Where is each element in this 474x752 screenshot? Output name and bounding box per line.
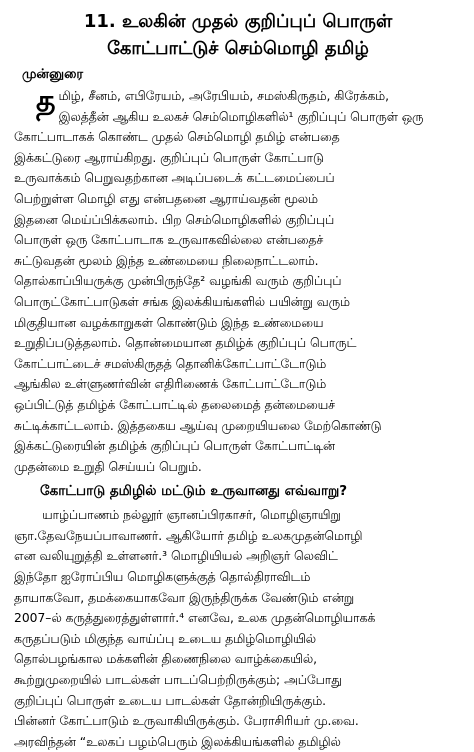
paragraph-line: பொருட்கோட்பாடுகள் சங்க இலக்கியங்களில் பயின்று வரும் <box>14 294 350 309</box>
paragraph-line: உறுதிப்படுத்தலாம். தொன்மையான தமிழ்க் குறிப்புப் பொருட் <box>14 336 357 351</box>
paragraph-line: மிழ், சீனம், எபிரேயம், அரேபியம், சமஸ்கிருதம், கிரேக்கம், <box>58 89 389 103</box>
paragraph-line: இந்தோ ஐரோப்பிய மொழிகளுக்குத் தொல்திராவிடம் <box>14 570 311 585</box>
paragraph-line: மிகுதியான வழக்காறுகள் கொண்டும் இந்த உண்மையை <box>14 315 324 330</box>
section-subheading: கோட்பாடு தமிழில் மட்டும் உருவானது எவ்வாறு? <box>40 483 348 500</box>
paragraph-line: இலத்தீன் ஆகிய உலகச் செம்மொழிகளில்¹ குறிப்புப் பொருள் ஒரு <box>58 109 424 124</box>
paragraph-line: கூற்றுமுறையில் பாடல்கள் பாடப்பெற்றிருக்கும்; அப்போது <box>14 673 342 688</box>
paragraph-line: தொல்பழங்கால மக்களின் திணைநிலை வாழ்க்கையில், <box>14 652 317 667</box>
paragraph-line: யாழ்ப்பாணம் நல்லூர் ஞானப்பிரகாசர், மொழிஞாயிறு <box>42 508 341 523</box>
chapter-title-line-2: கோட்பாட்டுச் செம்மொழி தமிழ் <box>107 38 369 59</box>
intro-heading: முன்னுரை <box>22 67 84 82</box>
paragraph-line: தாயாகவோ, தமக்கையாகவோ இருந்திருக்க வேண்டும் என்று <box>14 590 355 605</box>
paragraph-line: சுட்டிக்காட்டலாம். இத்தகைய ஆய்வு முறையியலை மேற்கொண்டு <box>14 418 382 433</box>
paragraph-line: இக்கட்டுரை ஆராய்கிறது. குறிப்புப் பொருள் கோட்பாடு <box>14 150 324 165</box>
paragraph-line: பொருள் ஒரு கோட்பாடாக உருவாகவில்லை என்பதைச் <box>14 233 324 248</box>
drop-cap-letter: த <box>36 84 56 119</box>
paragraph-line: உருவாக்கம் பெறுவதற்கான அடிப்படைக் கட்டமைப்பைப் <box>14 171 335 186</box>
paragraph-line: கோட்பாட்டைச் சமஸ்கிருதத் தொனிக்கோட்பாட்டோடும் <box>14 356 327 371</box>
paragraph-line: அரவிந்தன் “உலகப் பழம்பெரும் இலக்கியங்களில் தமிழில் <box>14 734 341 749</box>
paragraph-line: கோட்பாடாகக் கொண்ட முதல் செம்மொழி தமிழ் என்பதை <box>14 130 340 145</box>
paragraph-line: என வலியுறுத்தி உள்ளனர்.³ மொழியியல் அறிஞர் லெவிட் <box>14 549 338 564</box>
paragraph-line: ஞா.தேவநேயப்பாவாணர். ஆகியோர் தமிழ் உலகமுதன்மொழி <box>14 528 363 543</box>
paragraph-line: இக்கட்டுரையின் தமிழ்க் குறிப்புப் பொருள் கோட்பாட்டின் <box>14 439 335 454</box>
paragraph-line: பின்னர் கோட்பாடும் உருவாகியிருக்கும். பேராசிரியர் மு.வை. <box>14 714 359 729</box>
paragraph-line: சுட்டுவதன் மூலம் இந்த உண்மையை நிலைநாட்டலாம். <box>14 253 319 268</box>
paragraph-line: தொல்காப்பியருக்கு முன்பிருந்தே² வழங்கி வரும் குறிப்புப் <box>14 274 342 289</box>
paragraph-line: ஒப்பிட்டுத் தமிழ்க் கோட்பாட்டில் தலைமைத் தன்மையைச் <box>14 397 335 412</box>
paragraph-line: கருதப்படும் மிகுந்த வாய்ப்பு உடைய தமிழ்மொழியில் <box>14 631 316 646</box>
body-paragraph <box>14 505 462 752</box>
paragraph-line: இதனை மெய்ப்பிக்கலாம். பிற செம்மொழிகளில் குறிப்புப் <box>14 212 335 227</box>
chapter-title-line-1: 11. உலகின் முதல் குறிப்புப் பொருள் <box>83 11 393 32</box>
paragraph-line: பெற்றுள்ள மொழி எது என்பதனை ஆராய்வதன் மூலம் <box>14 191 318 206</box>
paragraph-line: குறிப்புப் பொருள் உடைய பாடல்கள் தோன்றியிருக்கும். <box>14 693 327 708</box>
paragraph-line: முதன்மை உறுதி செய்யப் பெறும். <box>14 459 202 474</box>
paragraph-line: 2007–ல் கருத்துரைத்துள்ளார்.⁴ எனவே, உலக முதன்மொழியாகக் <box>14 611 376 626</box>
intro-paragraph <box>14 86 462 477</box>
paragraph-line: ஆங்கில உள்ளுணர்வின் எதிரிணைக் கோட்பாட்டோடும் <box>14 377 327 392</box>
